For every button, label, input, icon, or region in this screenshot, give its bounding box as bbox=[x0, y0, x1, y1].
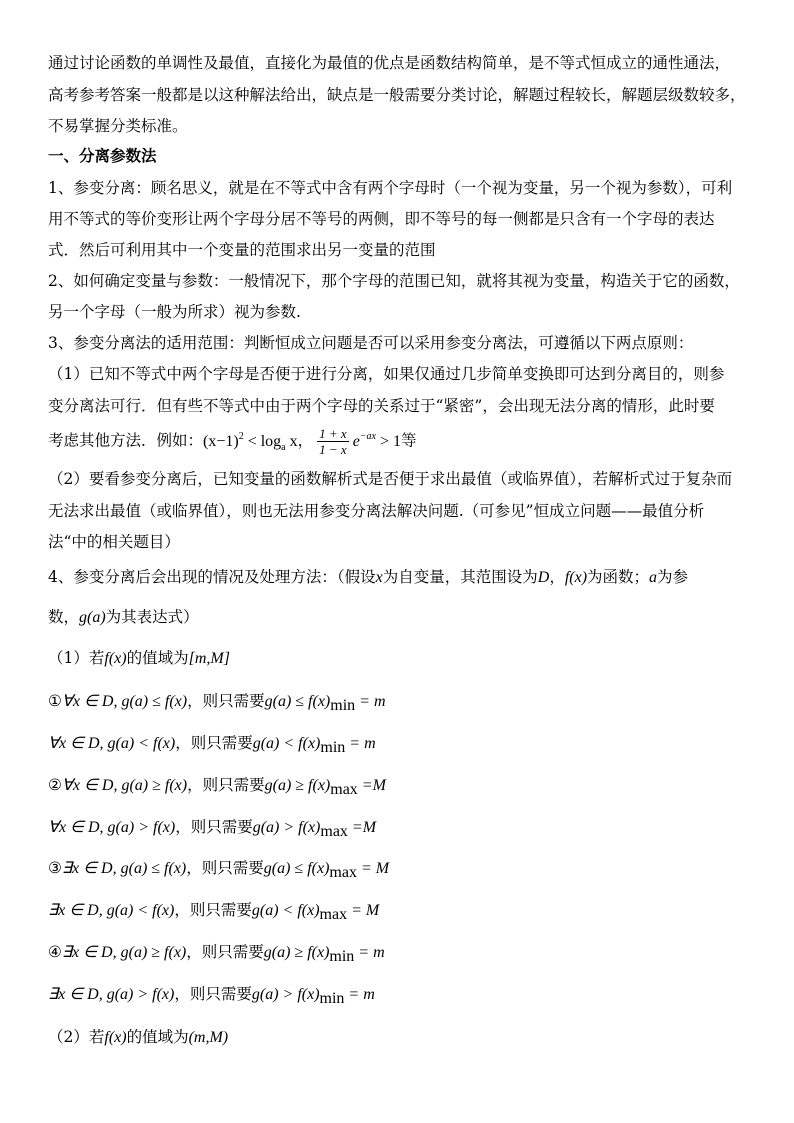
row-result: g(a) < f(x) bbox=[252, 735, 321, 752]
s2-line-2: 另一个字母（一般为所求）视为参数. bbox=[48, 303, 301, 321]
case-1-range: [m,M] bbox=[188, 650, 230, 667]
s1-line-2: 用不等式的等价变形让两个字母分居不等号的两侧，即不等号的每一侧都是只含有一个字母的表达 bbox=[48, 210, 715, 228]
example-1-end: x bbox=[285, 432, 298, 450]
row-bound: = m bbox=[344, 986, 375, 1003]
row-condition: ∃x ∈ D, g(a) > f(x) bbox=[48, 986, 175, 1003]
condition-row bbox=[48, 820, 376, 840]
row-condition: ∃x ∈ D, g(a) ≥ f(x) bbox=[61, 944, 187, 961]
row-extremum-sub: max bbox=[330, 781, 358, 798]
row-extremum-sub: max bbox=[319, 906, 348, 923]
example-1-sub: a bbox=[281, 441, 286, 453]
row-bound: = m bbox=[355, 693, 386, 710]
row-bound: =M bbox=[347, 819, 377, 836]
row-then-text: ，则只需要 bbox=[187, 776, 265, 794]
example-2-exp bbox=[352, 430, 402, 450]
example-1-base: (x−1) bbox=[203, 432, 239, 450]
row-result: g(a) ≤ f(x) bbox=[263, 860, 330, 877]
condition-row bbox=[48, 945, 385, 965]
s3-line-1: 3、参变分离法的适用范围：判断恒成立问题是否可以采用参变分离法，可遵循以下两点原则： bbox=[48, 334, 694, 352]
s3-p1-line-2: 变分离法可行．但有些不等式中由于两个字母的关系过于“紧密”，会出现无法分离的情形，此时要 bbox=[48, 397, 715, 415]
example-lead: 考虑其他方法．例如： bbox=[48, 431, 204, 450]
func-fx: f(x) bbox=[564, 569, 588, 586]
case-2-fx: f(x) bbox=[104, 1029, 127, 1046]
case-2-pre: （2）若 bbox=[48, 1028, 105, 1046]
row-bound: = M bbox=[356, 860, 390, 877]
row-bound: = m bbox=[345, 735, 376, 752]
example-1-log: < log bbox=[243, 432, 282, 450]
condition-row bbox=[48, 903, 379, 923]
row-result: g(a) > f(x) bbox=[251, 986, 320, 1003]
row-then-text: ，则只需要 bbox=[186, 943, 264, 961]
s1-line-1: 1、参变分离：顾名思义，就是在不等式中含有两个字母时（一个视为变量，另一个视为参数），可利 bbox=[48, 179, 733, 197]
exp-base: e bbox=[352, 432, 360, 450]
row-condition: ∀x ∈ D, g(a) ≤ f(x) bbox=[61, 693, 188, 710]
row-result: g(a) ≥ f(x) bbox=[263, 944, 330, 961]
intro-line-2: 高考参考答案一般都是以这种解法给出，缺点是一般需要分类讨论，解题过程较长，解题层级数较多， bbox=[48, 86, 746, 104]
s4-line-2 bbox=[48, 610, 199, 626]
s3-p1-line-3 bbox=[48, 426, 417, 457]
exp-sup: −ax bbox=[359, 430, 376, 442]
case-1-mid: 的值域为 bbox=[126, 649, 189, 667]
var-x: x bbox=[375, 569, 383, 586]
s2-line-1: 2、如何确定变量与参数：一般情况下，那个字母的范围已知，就将其视为变量，构造关于它的函数， bbox=[48, 272, 740, 290]
row-result: g(a) > f(x) bbox=[252, 819, 321, 836]
row-marker: ② bbox=[48, 776, 62, 794]
case-2-range: (m,M) bbox=[188, 1029, 229, 1046]
row-then-text: ，则只需要 bbox=[186, 859, 264, 877]
fraction-numerator: 1 + x bbox=[319, 426, 347, 441]
condition-row bbox=[48, 736, 376, 756]
condition-row bbox=[48, 778, 386, 798]
func-ga: g(a) bbox=[79, 609, 106, 626]
row-marker: ① bbox=[48, 692, 62, 710]
row-extremum-sub: min bbox=[319, 990, 345, 1007]
intro-line-1: 通过讨论函数的单调性及最值，直接化为最值的优点是函数结构简单，是不等式恒成立的通性通法， bbox=[48, 54, 731, 72]
row-extremum-sub: max bbox=[320, 823, 348, 840]
row-condition: ∃x ∈ D, g(a) ≤ f(x) bbox=[61, 860, 187, 877]
condition-row bbox=[48, 987, 375, 1007]
row-bound: =M bbox=[357, 777, 386, 794]
row-result: g(a) < f(x) bbox=[251, 902, 320, 919]
s4-text-c: ， bbox=[549, 568, 565, 586]
s4-text-d: 为函数； bbox=[587, 568, 650, 586]
row-condition: ∃x ∈ D, g(a) < f(x) bbox=[48, 902, 175, 919]
s1-line-3: 式．然后可利用其中一个变量的范围求出另一变量的范围 bbox=[48, 241, 436, 259]
row-then-text: ，则只需要 bbox=[174, 985, 252, 1003]
row-extremum-sub: min bbox=[330, 697, 356, 714]
section-heading: 一、分离参数法 bbox=[48, 147, 157, 165]
s3-p2-line-3: 法“中的相关题目） bbox=[48, 533, 180, 551]
s4-text-e: 为参 bbox=[657, 568, 689, 586]
var-D: D bbox=[537, 569, 550, 586]
s3-p2-line-1: （2）要看参变分离后，已知变量的函数解析式是否便于求出最值（或临界值），若解析式过于复杂而 bbox=[48, 470, 733, 488]
s3-p1-line-1: （1）已知不等式中两个字母是否便于进行分离，如果仅通过几步简单变换即可达到分离目的，则参 bbox=[48, 365, 725, 383]
case-2-mid: 的值域为 bbox=[126, 1028, 189, 1046]
row-condition: ∀x ∈ D, g(a) < f(x) bbox=[48, 735, 176, 752]
row-bound: = M bbox=[347, 902, 380, 919]
intro-line-3: 不易掌握分类标准。 bbox=[48, 117, 188, 135]
row-then-text: ，则只需要 bbox=[175, 734, 253, 752]
s3-p2-line-2: 无法求出最值（或临界值），则也无法用参变分离法解决问题.（可参见”恒成立问题——最值分析 bbox=[48, 502, 705, 520]
case-1-pre: （1）若 bbox=[48, 649, 105, 667]
row-marker: ④ bbox=[48, 943, 62, 961]
example-2-gt: > 1 bbox=[375, 432, 402, 450]
row-bound: = m bbox=[354, 944, 385, 961]
example-2-fraction bbox=[317, 426, 349, 457]
row-extremum-sub: max bbox=[329, 864, 357, 881]
example-1 bbox=[203, 430, 298, 453]
condition-row bbox=[48, 694, 386, 714]
example-1-sup: 2 bbox=[238, 430, 244, 442]
row-then-text: ，则只需要 bbox=[175, 818, 253, 836]
condition-row bbox=[48, 861, 389, 881]
s4-text-f: 数， bbox=[48, 608, 80, 626]
row-condition: ∀x ∈ D, g(a) ≥ f(x) bbox=[61, 777, 188, 794]
row-condition: ∀x ∈ D, g(a) > f(x) bbox=[48, 819, 176, 836]
s4-text-g: 为其表达式） bbox=[105, 608, 199, 626]
example-sep: ， bbox=[297, 431, 314, 450]
row-then-text: ，则只需要 bbox=[187, 692, 265, 710]
fraction-denominator: 1 − x bbox=[319, 442, 347, 457]
row-then-text: ，则只需要 bbox=[174, 901, 252, 919]
s4-line-1 bbox=[48, 570, 688, 586]
case-1-line bbox=[48, 651, 230, 667]
row-extremum-sub: min bbox=[329, 948, 355, 965]
example-tail: 等 bbox=[401, 431, 417, 450]
row-result: g(a) ≥ f(x) bbox=[264, 777, 331, 794]
row-marker: ③ bbox=[48, 859, 62, 877]
row-extremum-sub: min bbox=[320, 739, 346, 756]
var-a: a bbox=[649, 569, 658, 586]
s4-text-b: 为自变量，其范围设为 bbox=[382, 568, 538, 586]
s4-text-a: 4、参变分离后会出现的情况及处理方法：（假设 bbox=[48, 568, 376, 586]
case-2-line bbox=[48, 1030, 228, 1046]
row-result: g(a) ≤ f(x) bbox=[264, 693, 331, 710]
case-1-fx: f(x) bbox=[104, 650, 127, 667]
